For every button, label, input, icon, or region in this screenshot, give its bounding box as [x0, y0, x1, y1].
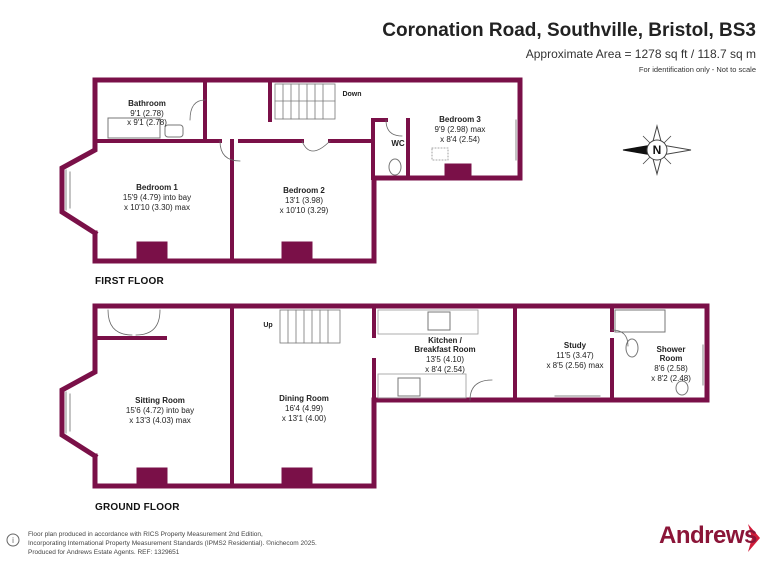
page-title: Coronation Road, Southville, Bristol, BS3	[382, 20, 756, 41]
compass-icon	[623, 126, 691, 174]
identification-note: For identification only - Not to scale	[638, 65, 756, 74]
dining-dim2: x 13'1 (4.00)	[281, 414, 327, 423]
footer-line-2: Incorporating International Property Measurement Standards (IPMS2 Residential). ©nichecom 2025.	[28, 540, 317, 547]
ground-floor-labels	[126, 322, 691, 425]
kitchen-dim1: 13'5 (4.10)	[426, 355, 464, 364]
kitchen-name2: Breakfast Room	[414, 345, 476, 354]
shower-dim1: 8'6 (2.58)	[654, 364, 688, 373]
shower-tray-icon	[615, 310, 665, 332]
wc-toilet-icon	[389, 159, 401, 175]
kitchen-lower-units	[378, 374, 466, 398]
sitting-dim1: 15'6 (4.72) into bay	[125, 406, 195, 415]
bedroom3-name: Bedroom 3	[439, 115, 481, 124]
sitting-dim2: x 13'3 (4.03) max	[129, 416, 191, 425]
basin-icon	[165, 125, 183, 137]
kitchen-dim2: x 8'4 (2.54)	[425, 365, 465, 374]
kitchen-hob-icon	[428, 312, 450, 330]
kitchen-sink-icon	[398, 378, 420, 396]
study-dim1: 11'5 (3.47)	[556, 351, 594, 360]
first-floor-labels	[123, 91, 486, 215]
dining-name: Dining Room	[279, 394, 329, 403]
bathroom-dim2: x 9'1 (2.78)	[127, 118, 167, 127]
bathroom-name: Bathroom	[128, 99, 166, 108]
first-floor-doors	[190, 100, 402, 161]
shower-toilet-icon	[676, 381, 688, 395]
stairs-up-label: Up	[263, 322, 273, 329]
bedroom3-skylight	[432, 148, 448, 160]
shower-name1: Shower	[656, 345, 686, 354]
shower-name2: Room	[659, 354, 683, 363]
sitting-name: Sitting Room	[135, 396, 185, 405]
bedroom2-dim1: 13'1 (3.98)	[285, 196, 323, 205]
ground-floor-stairs	[280, 310, 340, 343]
bedroom2-radiator	[282, 242, 312, 258]
approximate-area: Approximate Area = 1278 sq ft / 118.7 sq m	[525, 47, 756, 61]
footer-line-1: Floor plan produced in accordance with RICS Property Measurement 2nd Edition,	[28, 531, 263, 538]
ground-floor-label: GROUND FLOOR	[95, 502, 180, 513]
dining-radiator	[282, 468, 312, 484]
bathroom-dim1: 9'1 (2.78)	[130, 109, 164, 118]
kitchen-name1: Kitchen /	[428, 336, 462, 345]
footer-notes	[28, 530, 358, 557]
svg-text:i: i	[12, 536, 14, 545]
wc-name: WC	[391, 139, 405, 148]
shower-dim2: x 8'2 (2.48)	[651, 374, 691, 383]
first-floor-stairs	[275, 84, 335, 119]
study-name: Study	[563, 341, 587, 350]
bedroom1-name: Bedroom 1	[136, 183, 178, 192]
dining-dim1: 16'4 (4.99)	[285, 404, 323, 413]
sitting-radiator	[137, 468, 167, 484]
bedroom2-name: Bedroom 2	[283, 186, 325, 195]
bedroom2-dim2: x 10'10 (3.29)	[279, 206, 329, 215]
compass-letter: N	[652, 143, 662, 157]
bedroom3-dim1: 9'9 (2.98) max	[434, 125, 486, 134]
ground-floor-doors	[108, 310, 628, 400]
stairs-down-label: Down	[342, 91, 362, 98]
brand-logo: Andrews	[659, 522, 757, 549]
bedroom1-dim2: x 10'10 (3.30) max	[123, 203, 191, 212]
bedroom3-dim2: x 8'4 (2.54)	[440, 135, 480, 144]
bedroom3-radiator	[445, 164, 471, 176]
first-floor-label: FIRST FLOOR	[95, 276, 164, 287]
bedroom1-radiator	[137, 242, 167, 258]
bedroom1-dim1: 15'9 (4.79) into bay	[122, 193, 192, 202]
info-icon	[7, 534, 19, 546]
study-dim2: x 8'5 (2.56) max	[546, 361, 604, 370]
footer-line-3: Produced for Andrews Estate Agents. REF: 1329651	[28, 549, 180, 556]
